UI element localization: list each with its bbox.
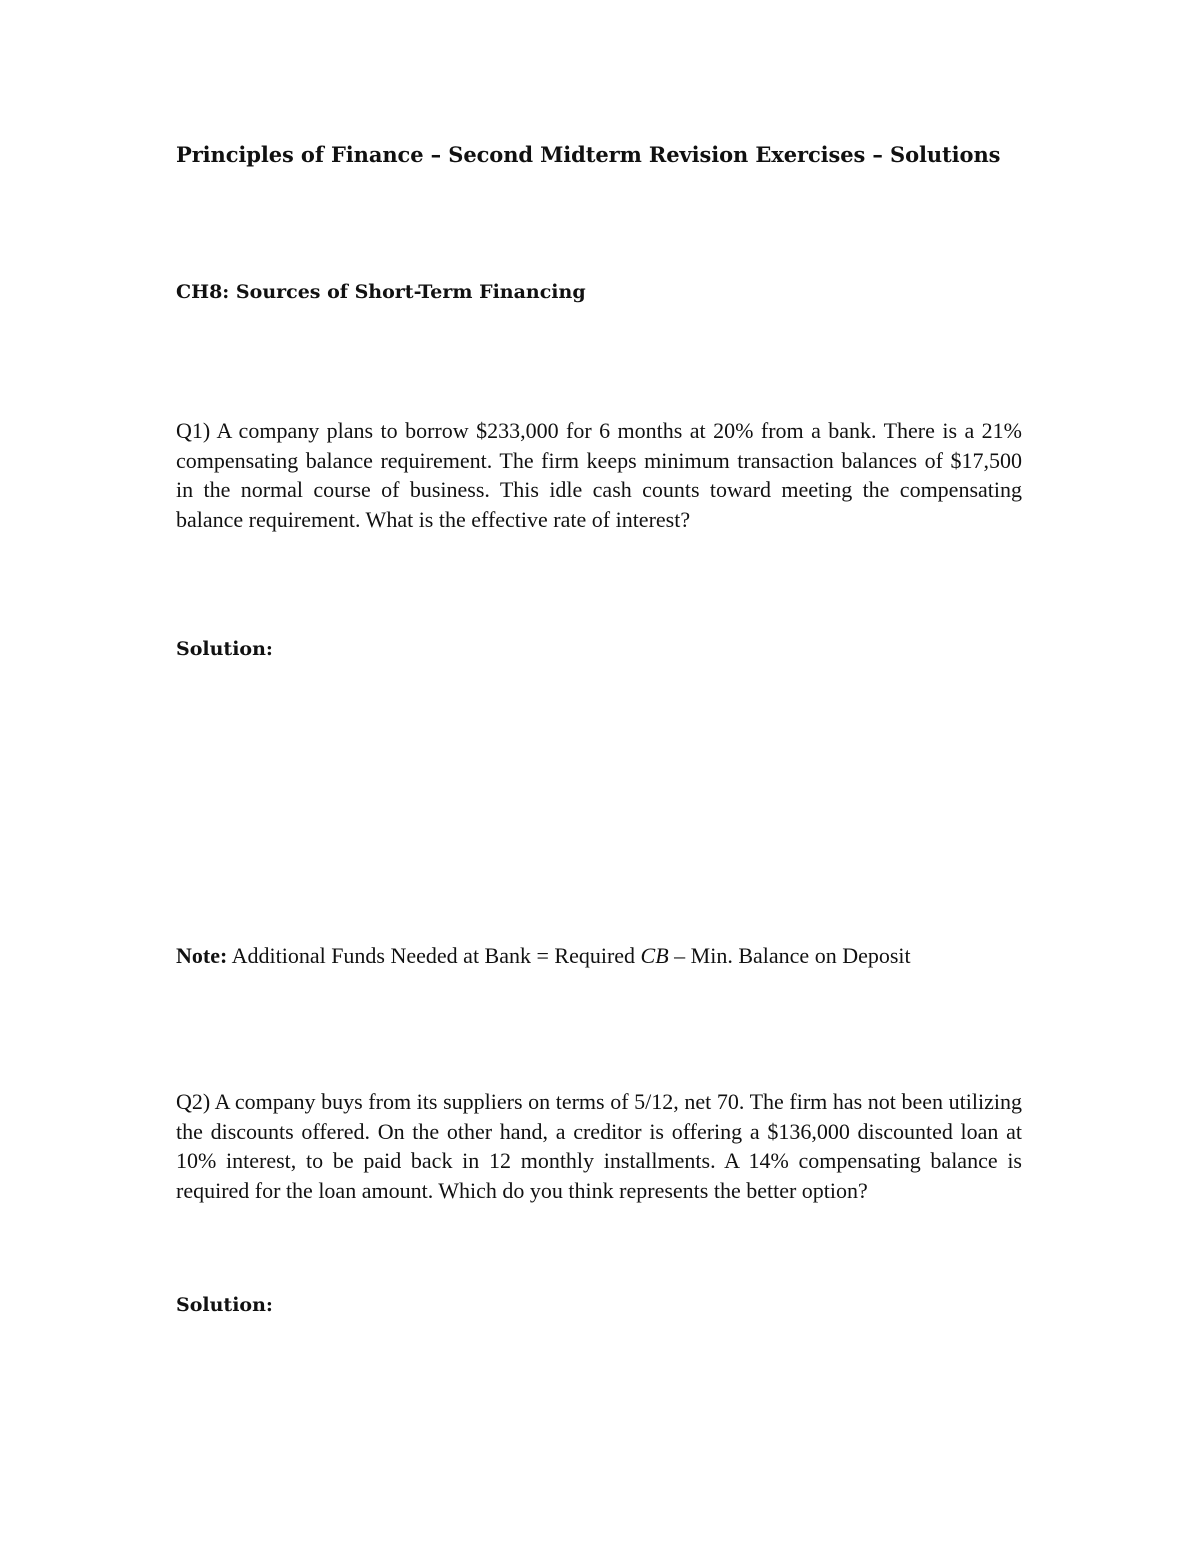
note-label: Note: (176, 943, 228, 968)
note-line (176, 943, 1022, 969)
question-1-text: Q1) A company plans to borrow $233,000 for 6 months at 20% from a bank. There is a 21% compensating balance requirement. The firm keeps minimum transaction balances of $17,500 in the normal course of business. This idle cash counts toward meeting the compensating balance requirement. What is the effective rate of interest? (176, 418, 1022, 532)
question-2-text: Q2) A company buys from its suppliers on terms of 5/12, net 70. The firm has not been utilizing the discounts offered. On the other hand, a creditor is offering a $136,000 discounted loan at 10% interest, to be paid back in 12 monthly installments. A 14% compensating balance is required for the loan amount. Which do you think represents the better option? (176, 1089, 1022, 1203)
question-1-solution-label: Solution: (176, 638, 273, 660)
note-text-before: Additional Funds Needed at Bank = Required (227, 943, 641, 968)
chapter-heading: CH8: Sources of Short-Term Financing (176, 281, 586, 303)
question-2-solution-label: Solution: (176, 1294, 273, 1316)
document-title: Principles of Finance – Second Midterm Revision Exercises – Solutions (176, 142, 1001, 167)
note-text-after: – Min. Balance on Deposit (668, 943, 911, 968)
note-italic-cb: CB (640, 943, 669, 968)
